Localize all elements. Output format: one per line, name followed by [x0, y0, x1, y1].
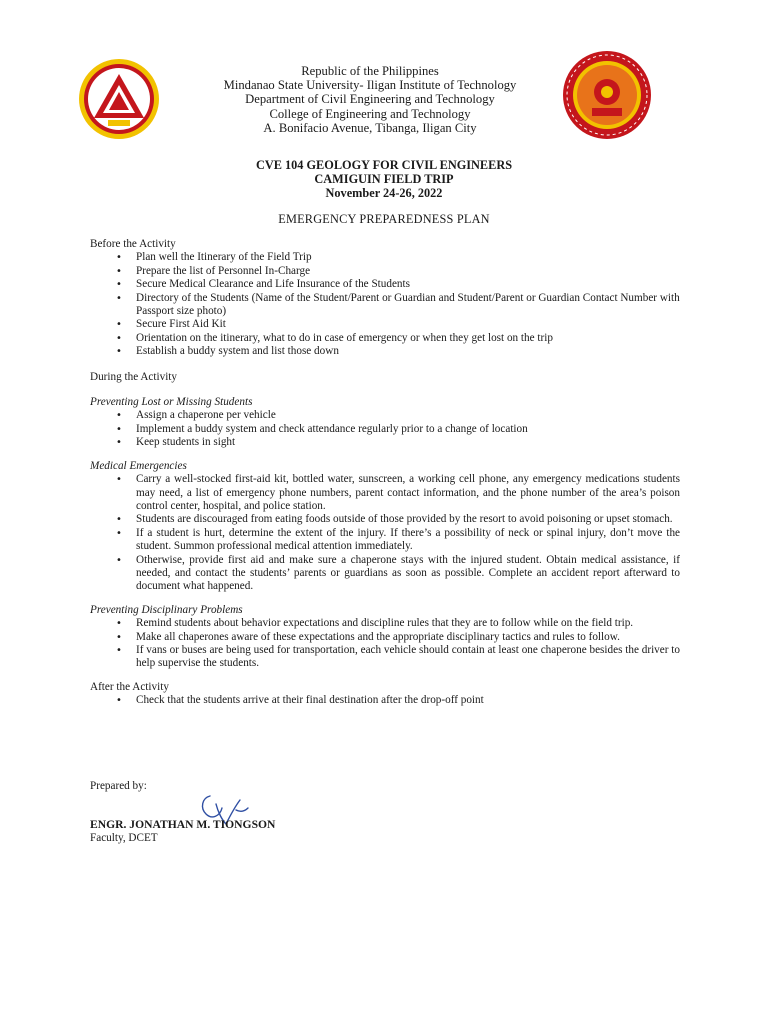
list-item: • Check that the students arrive at their final destination after the drop-off point — [90, 694, 680, 707]
list-item: • Establish a buddy system and list those down — [90, 345, 680, 358]
list-item: • Students are discouraged from eating foods outside of those provided by the resort to avoid poisoning or upset stomach. — [90, 513, 680, 526]
list-item: • Carry a well-stocked first-aid kit, bottled water, sunscreen, a working cell phone, any emergency medications students may need, a list of emergency phone numbers, parent contact information, and the phone number of the area’s poison control center, hospital, and police station. — [90, 473, 680, 513]
course-title: CVE 104 GEOLOGY FOR CIVIL ENGINEERS — [255, 158, 513, 172]
list-item: • Directory of the Students (Name of the Student/Parent or Guardian and Student/Parent or Guardian Contact Number with Passport size photo) — [90, 292, 680, 319]
list-item: • Remind students about behavior expectations and discipline rules that they are to follow while on the field trip. — [90, 617, 680, 630]
section-after-label: After the Activity — [90, 680, 169, 693]
msu-iit-seal-logo — [78, 58, 160, 140]
medical-list — [90, 473, 680, 594]
list-item: • If a student is hurt, determine the extent of the injury. If there’s a possibility of neck or spinal injury, don’t move the student. Summon professional medical attention immediately. — [90, 527, 680, 554]
trip-title: CAMIGUIN FIELD TRIP — [314, 172, 454, 186]
plan-body — [90, 238, 680, 708]
list-item: • Implement a buddy system and check attendance regularly prior to a change of location — [90, 423, 680, 436]
list-item: • Secure Medical Clearance and Life Insurance of the Students — [90, 278, 680, 291]
list-item: • Plan well the Itinerary of the Field Trip — [90, 251, 680, 264]
subsection-discipline-label: Preventing Disciplinary Problems — [90, 603, 243, 616]
signatory-role: Faculty, DCET — [90, 832, 158, 844]
list-item: • Secure First Aid Kit — [90, 318, 680, 331]
letterhead-line: College of Engineering and Technology — [269, 106, 471, 121]
lost-list — [90, 409, 680, 449]
discipline-list — [90, 617, 680, 671]
section-before-label: Before the Activity — [90, 238, 176, 250]
letterhead-line: Department of Civil Engineering and Technology — [245, 92, 495, 107]
list-item: • Orientation on the itinerary, what to do in case of emergency or when they get lost on the trip — [90, 332, 680, 345]
signatory-name: ENGR. JONATHAN M. TIONGSON — [90, 818, 276, 831]
subsection-medical-label: Medical Emergencies — [90, 459, 187, 472]
letterhead-line: A. Bonifacio Avenue, Tibanga, Iligan City — [263, 120, 477, 135]
before-list — [90, 251, 680, 358]
list-item: • Keep students in sight — [90, 436, 680, 449]
course-heading — [100, 158, 668, 200]
subsection-lost-label: Preventing Lost or Missing Students — [90, 396, 253, 409]
trip-dates: November 24-26, 2022 — [325, 186, 443, 200]
list-item: • Prepare the list of Personnel In-Charge — [90, 265, 680, 278]
letterhead-line: Mindanao State University- Iligan Institute of Technology — [223, 78, 517, 93]
prepared-by-label: Prepared by: — [90, 780, 147, 792]
list-item: • Otherwise, provide first aid and make sure a chaperone stays with the injured student. Obtain medical assistance, if needed, and contact the students’ parents or guardians as soon as possible. Complete an accident report afterward to document what happened. — [90, 554, 680, 594]
section-during-label: During the Activity — [90, 370, 178, 383]
after-list — [90, 694, 680, 707]
list-item: • If vans or buses are being used for transportation, each vehicle should contain at least one chaperone besides the driver to help supervise the students. — [90, 644, 680, 671]
letterhead-line: Republic of the Philippines — [301, 64, 439, 78]
letterhead — [160, 64, 580, 135]
list-item: • Assign a chaperone per vehicle — [90, 409, 680, 422]
plan-title: EMERGENCY PREPAREDNESS PLAN — [278, 212, 490, 226]
list-item: • Make all chaperones aware of these expectations and the appropriate disciplinary tactics and rules to follow. — [90, 631, 680, 644]
